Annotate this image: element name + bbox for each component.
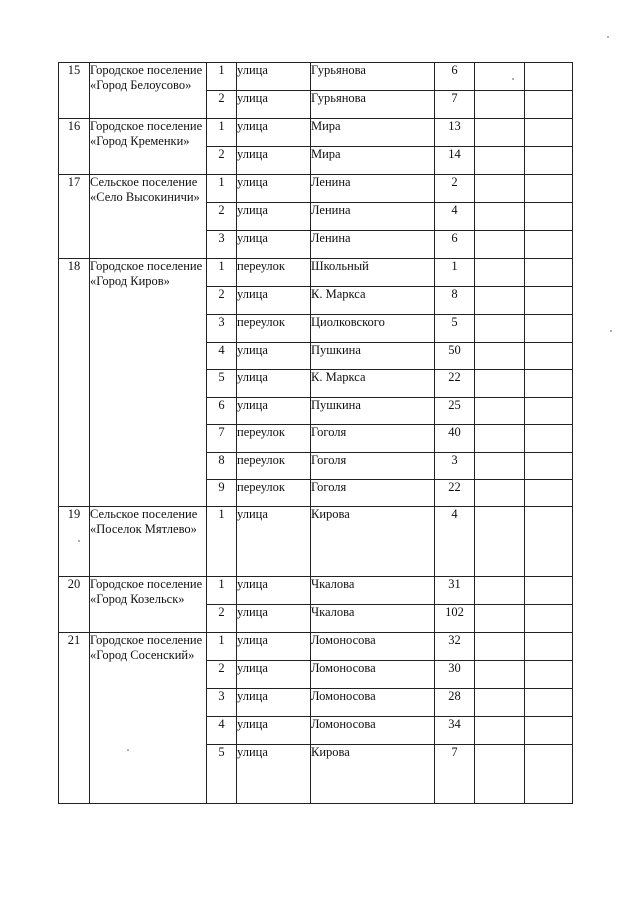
street-name: Пушкина xyxy=(311,398,435,425)
table-row xyxy=(59,63,573,91)
row-index: 3 xyxy=(207,689,237,717)
row-index: 6 xyxy=(207,398,237,425)
empty-cell xyxy=(525,119,573,147)
street-name: Гоголя xyxy=(311,480,435,507)
scan-speck xyxy=(78,540,80,542)
house-number: 32 xyxy=(435,633,475,661)
street-name: Ломоносова xyxy=(311,633,435,661)
settlement-name: Сельское поселение «Село Высокиничи» xyxy=(90,175,207,259)
street-type: улица xyxy=(237,231,311,259)
street-name: К. Маркса xyxy=(311,370,435,398)
house-number: 4 xyxy=(435,507,475,577)
empty-cell xyxy=(475,745,525,804)
settlement-address-table xyxy=(58,62,573,804)
empty-cell xyxy=(525,343,573,370)
street-type: улица xyxy=(237,119,311,147)
empty-cell xyxy=(475,175,525,203)
group-number: 21 xyxy=(59,633,90,804)
street-name: Кирова xyxy=(311,745,435,804)
street-type: переулок xyxy=(237,315,311,343)
empty-cell xyxy=(475,91,525,119)
empty-cell xyxy=(475,315,525,343)
empty-cell xyxy=(475,287,525,315)
empty-cell xyxy=(525,661,573,689)
street-name: Гоголя xyxy=(311,425,435,453)
settlement-name: Городское поселение «Город Сосенский» xyxy=(90,633,207,804)
group-number: 17 xyxy=(59,175,90,259)
empty-cell xyxy=(475,119,525,147)
street-type: улица xyxy=(237,203,311,231)
street-type: улица xyxy=(237,91,311,119)
row-index: 2 xyxy=(207,287,237,315)
row-index: 1 xyxy=(207,259,237,287)
street-type: переулок xyxy=(237,259,311,287)
street-type: улица xyxy=(237,343,311,370)
row-index: 1 xyxy=(207,633,237,661)
house-number: 7 xyxy=(435,91,475,119)
street-type: улица xyxy=(237,717,311,745)
house-number: 34 xyxy=(435,717,475,745)
street-name: Ломоносова xyxy=(311,717,435,745)
empty-cell xyxy=(525,717,573,745)
row-index: 5 xyxy=(207,370,237,398)
house-number: 8 xyxy=(435,287,475,315)
empty-cell xyxy=(525,287,573,315)
table-row xyxy=(59,633,573,661)
house-number: 31 xyxy=(435,577,475,605)
empty-cell xyxy=(475,507,525,577)
street-type: улица xyxy=(237,287,311,315)
empty-cell xyxy=(475,453,525,480)
group-number: 18 xyxy=(59,259,90,507)
row-index: 4 xyxy=(207,343,237,370)
house-number: 7 xyxy=(435,745,475,804)
table-row xyxy=(59,259,573,287)
street-type: улица xyxy=(237,175,311,203)
house-number: 28 xyxy=(435,689,475,717)
empty-cell xyxy=(475,370,525,398)
row-index: 5 xyxy=(207,745,237,804)
row-index: 9 xyxy=(207,480,237,507)
group-number: 16 xyxy=(59,119,90,175)
empty-cell xyxy=(475,398,525,425)
house-number: 3 xyxy=(435,453,475,480)
street-type: улица xyxy=(237,370,311,398)
street-name: Ленина xyxy=(311,203,435,231)
group-number: 15 xyxy=(59,63,90,119)
house-number: 40 xyxy=(435,425,475,453)
row-index: 2 xyxy=(207,91,237,119)
empty-cell xyxy=(475,63,525,91)
empty-cell xyxy=(475,717,525,745)
house-number: 22 xyxy=(435,480,475,507)
empty-cell xyxy=(525,453,573,480)
empty-cell xyxy=(525,370,573,398)
house-number: 102 xyxy=(435,605,475,633)
street-name: Гурьянова xyxy=(311,63,435,91)
row-index: 2 xyxy=(207,147,237,175)
row-index: 2 xyxy=(207,203,237,231)
street-name: Ленина xyxy=(311,231,435,259)
empty-cell xyxy=(475,605,525,633)
house-number: 4 xyxy=(435,203,475,231)
empty-cell xyxy=(525,91,573,119)
settlement-name: Сельское поселение «Поселок Мятлево» xyxy=(90,507,207,577)
street-type: улица xyxy=(237,398,311,425)
empty-cell xyxy=(475,689,525,717)
table-row xyxy=(59,175,573,203)
street-name: Гурьянова xyxy=(311,91,435,119)
table-row xyxy=(59,507,573,577)
scan-speck xyxy=(127,749,129,751)
row-index: 1 xyxy=(207,577,237,605)
row-index: 1 xyxy=(207,63,237,91)
house-number: 1 xyxy=(435,259,475,287)
street-name: Ломоносова xyxy=(311,689,435,717)
empty-cell xyxy=(525,259,573,287)
row-index: 7 xyxy=(207,425,237,453)
street-name: Чкалова xyxy=(311,577,435,605)
empty-cell xyxy=(525,315,573,343)
empty-cell xyxy=(475,577,525,605)
house-number: 13 xyxy=(435,119,475,147)
house-number: 50 xyxy=(435,343,475,370)
settlement-name: Городское поселение «Город Козельск» xyxy=(90,577,207,633)
settlement-name: Городское поселение «Город Белоусово» xyxy=(90,63,207,119)
empty-cell xyxy=(525,633,573,661)
row-index: 4 xyxy=(207,717,237,745)
settlement-name: Городское поселение «Город Кременки» xyxy=(90,119,207,175)
empty-cell xyxy=(525,175,573,203)
street-name: Гоголя xyxy=(311,453,435,480)
scan-speck xyxy=(607,36,609,38)
empty-cell xyxy=(475,661,525,689)
street-type: улица xyxy=(237,745,311,804)
street-type: улица xyxy=(237,147,311,175)
street-name: Циолковского xyxy=(311,315,435,343)
group-number: 19 xyxy=(59,507,90,577)
empty-cell xyxy=(525,398,573,425)
row-index: 2 xyxy=(207,661,237,689)
street-name: К. Маркса xyxy=(311,287,435,315)
street-name: Кирова xyxy=(311,507,435,577)
street-type: улица xyxy=(237,577,311,605)
empty-cell xyxy=(525,507,573,577)
street-name: Мира xyxy=(311,119,435,147)
empty-cell xyxy=(525,63,573,91)
row-index: 8 xyxy=(207,453,237,480)
street-type: улица xyxy=(237,507,311,577)
street-type: переулок xyxy=(237,453,311,480)
group-number: 20 xyxy=(59,577,90,633)
empty-cell xyxy=(525,147,573,175)
row-index: 1 xyxy=(207,175,237,203)
table-row xyxy=(59,119,573,147)
empty-cell xyxy=(475,203,525,231)
settlement-name: Городское поселение «Город Киров» xyxy=(90,259,207,507)
street-name: Мира xyxy=(311,147,435,175)
row-index: 1 xyxy=(207,507,237,577)
empty-cell xyxy=(475,633,525,661)
empty-cell xyxy=(475,480,525,507)
house-number: 5 xyxy=(435,315,475,343)
street-name: Чкалова xyxy=(311,605,435,633)
empty-cell xyxy=(525,605,573,633)
table-row xyxy=(59,577,573,605)
scan-speck xyxy=(512,78,514,80)
empty-cell xyxy=(525,689,573,717)
row-index: 2 xyxy=(207,605,237,633)
empty-cell xyxy=(525,480,573,507)
street-name: Ленина xyxy=(311,175,435,203)
street-name: Пушкина xyxy=(311,343,435,370)
empty-cell xyxy=(475,231,525,259)
house-number: 2 xyxy=(435,175,475,203)
house-number: 30 xyxy=(435,661,475,689)
house-number: 22 xyxy=(435,370,475,398)
empty-cell xyxy=(525,231,573,259)
row-index: 3 xyxy=(207,315,237,343)
street-type: улица xyxy=(237,63,311,91)
street-name: Ломоносова xyxy=(311,661,435,689)
empty-cell xyxy=(475,343,525,370)
empty-cell xyxy=(475,147,525,175)
house-number: 25 xyxy=(435,398,475,425)
empty-cell xyxy=(525,577,573,605)
house-number: 6 xyxy=(435,63,475,91)
table-body xyxy=(59,63,573,804)
street-type: улица xyxy=(237,661,311,689)
house-number: 14 xyxy=(435,147,475,175)
row-index: 1 xyxy=(207,119,237,147)
empty-cell xyxy=(525,203,573,231)
empty-cell xyxy=(475,259,525,287)
street-name: Школьный xyxy=(311,259,435,287)
street-type: переулок xyxy=(237,425,311,453)
street-type: улица xyxy=(237,689,311,717)
street-type: переулок xyxy=(237,480,311,507)
street-type: улица xyxy=(237,633,311,661)
street-type: улица xyxy=(237,605,311,633)
empty-cell xyxy=(475,425,525,453)
scan-speck xyxy=(610,330,612,332)
house-number: 6 xyxy=(435,231,475,259)
empty-cell xyxy=(525,425,573,453)
empty-cell xyxy=(525,745,573,804)
row-index: 3 xyxy=(207,231,237,259)
